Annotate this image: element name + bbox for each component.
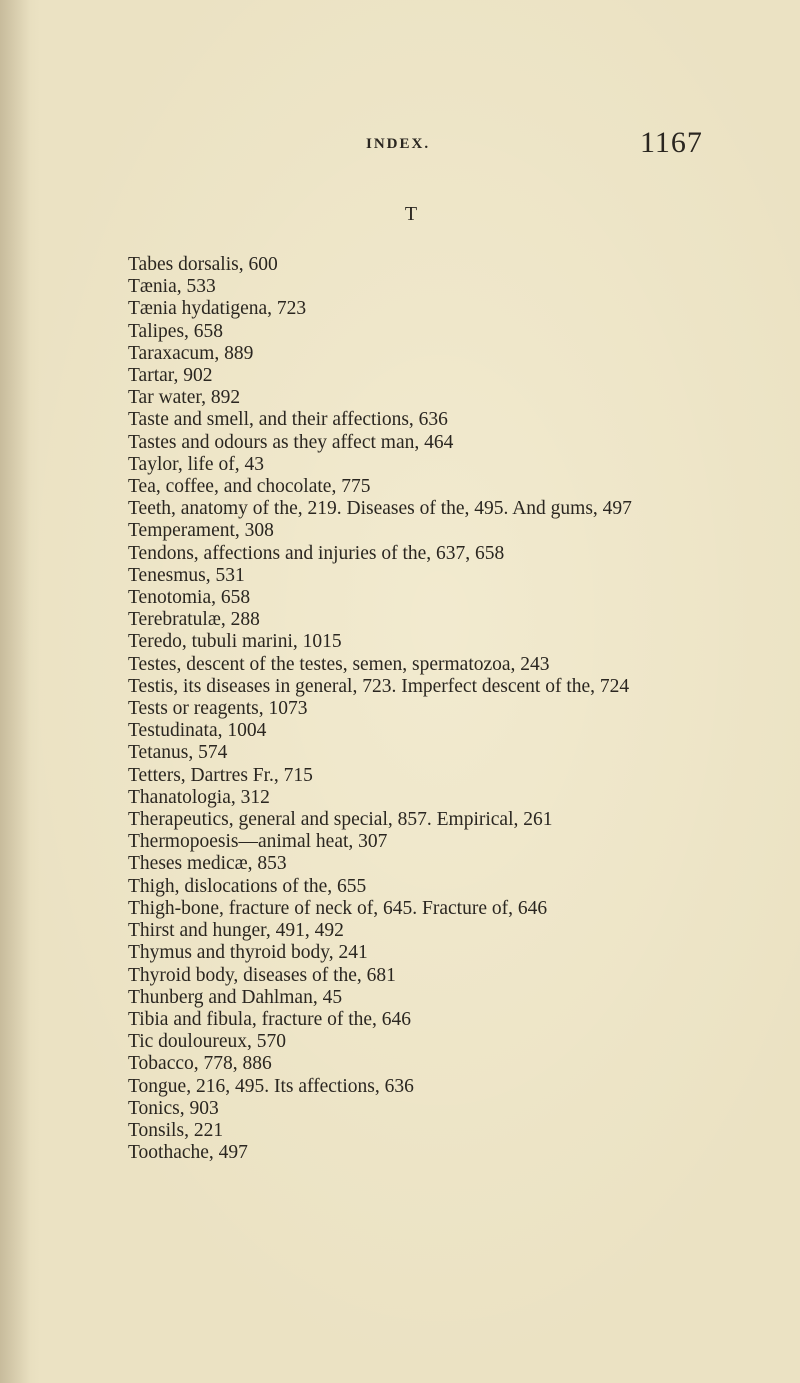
index-entry: Taylor, life of, 43 <box>128 453 264 475</box>
page-number: 1167 <box>640 126 703 159</box>
index-entry: Tibia and fibula, fracture of the, 646 <box>128 1008 412 1030</box>
index-entry: Tenotomia, 658 <box>128 587 251 609</box>
index-entry: Teredo, tubuli marini, 1015 <box>128 631 342 653</box>
running-head <box>0 126 800 162</box>
index-entry: Thyroid body, diseases of the, 681 <box>128 964 396 986</box>
index-entry: Thigh, dislocations of the, 655 <box>128 875 367 897</box>
index-entry: Thirst and hunger, 491, 492 <box>128 920 344 942</box>
index-entry: Tar water, 892 <box>128 387 241 409</box>
index-entry: Testudinata, 1004 <box>128 720 267 742</box>
index-entry: Tonsils, 221 <box>128 1119 224 1141</box>
index-entry: Taste and smell, and their affections, 636 <box>128 409 448 431</box>
index-entry: Tabes dorsalis, 600 <box>128 254 278 275</box>
index-entry: Tenesmus, 531 <box>128 564 245 586</box>
index-entry: Tonics, 903 <box>128 1097 219 1119</box>
section-heading: T <box>404 203 418 225</box>
index-entry: Tetanus, 574 <box>128 742 228 764</box>
index-entry: Talipes, 658 <box>128 320 224 342</box>
index-entry: Temperament, 308 <box>128 520 274 542</box>
index-entry: Teeth, anatomy of the, 219. Diseases of the, 495. And gums, 497 <box>128 498 632 520</box>
index-entry: Thunberg and Dahlman, 45 <box>128 986 343 1008</box>
index-entry: Tastes and odours as they affect man, 464 <box>128 431 454 453</box>
index-entry: Tests or reagents, 1073 <box>128 698 308 720</box>
index-entry: Tic douloureux, 570 <box>128 1031 286 1053</box>
index-entry: Terebratulæ, 288 <box>128 609 260 631</box>
index-entry: Testes, descent of the testes, semen, spermatozoa, 243 <box>128 653 550 675</box>
index-entry: Tænia, 533 <box>128 276 216 298</box>
index-entry: Tongue, 216, 495. Its affections, 636 <box>128 1075 414 1097</box>
index-entry: Tendons, affections and injuries of the, 637, 658 <box>128 542 505 564</box>
index-entry: Tea, coffee, and chocolate, 775 <box>128 476 371 498</box>
index-entry: Thermopoesis—animal heat, 307 <box>128 831 388 853</box>
index-entry: Tartar, 902 <box>128 365 213 387</box>
index-entry: Tetters, Dartres Fr., 715 <box>128 764 313 786</box>
index-entry-list <box>128 254 748 1164</box>
index-entry: Theses medicæ, 853 <box>128 853 287 875</box>
index-entry: Therapeutics, general and special, 857. Empirical, 261 <box>128 809 553 831</box>
index-entry: Thanatologia, 312 <box>128 786 270 808</box>
index-entry: Toothache, 497 <box>128 1142 248 1164</box>
index-entry: Tobacco, 778, 886 <box>128 1053 272 1075</box>
index-entry: Thymus and thyroid body, 241 <box>128 942 368 964</box>
index-entry: Thigh-bone, fracture of neck of, 645. Fracture of, 646 <box>128 897 548 919</box>
index-entry: Tænia hydatigena, 723 <box>128 298 307 320</box>
index-entry: Taraxacum, 889 <box>128 342 254 364</box>
index-entry: Testis, its diseases in general, 723. Imperfect descent of the, 724 <box>128 675 630 697</box>
page-title: INDEX. <box>366 136 431 152</box>
